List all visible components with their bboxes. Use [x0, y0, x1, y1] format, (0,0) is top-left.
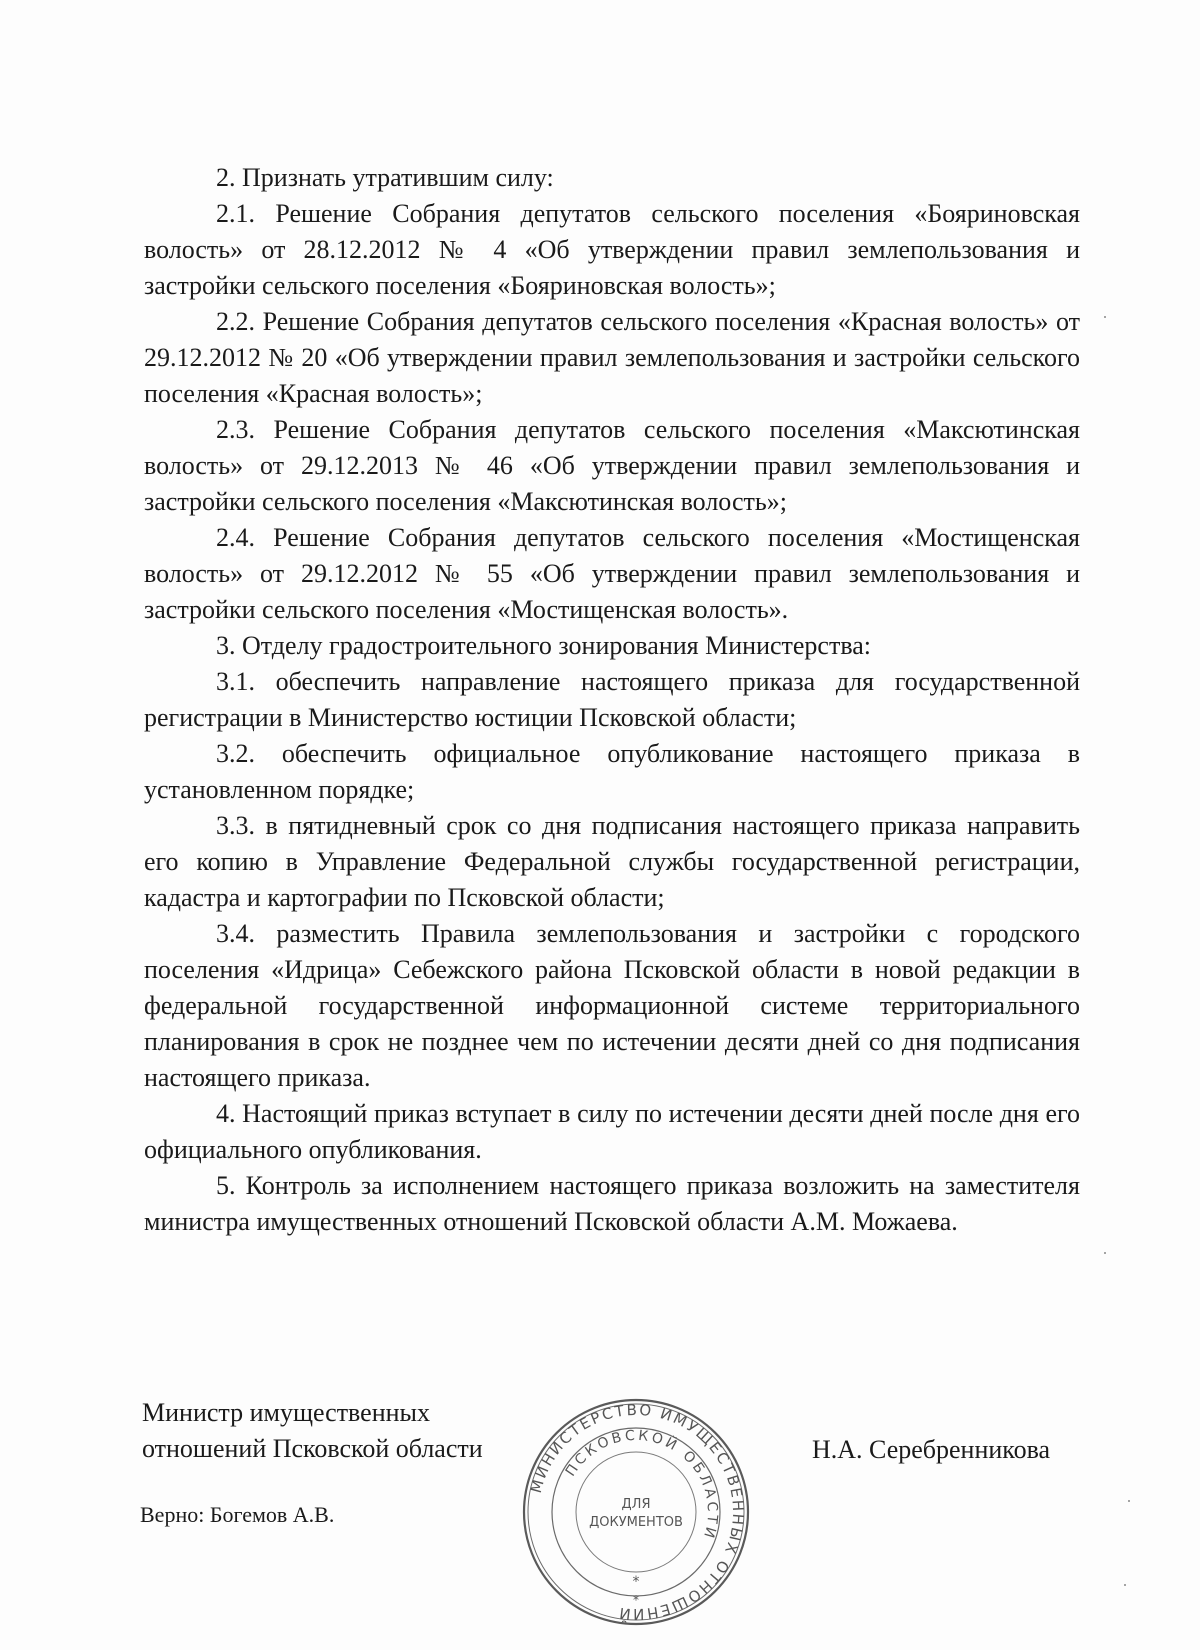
signatory-name: Н.А. Серебренникова	[812, 1435, 1051, 1464]
signatory-position-line: отношений Псковской области	[142, 1434, 483, 1463]
stamp-star: *	[633, 1593, 639, 1607]
paragraph: 3.2. обеспечить официальное опубликование настоящего приказа в установленном порядке;	[144, 739, 1080, 804]
stamp-center-line1: ДЛЯ	[621, 1497, 651, 1512]
signatory-position	[142, 1395, 483, 1467]
paragraph: 3.4. разместить Правила землепользования и застройки с городского поселения «Идрица» Себежского района Псковской области в новой редакции в федеральной государственной информационной системе территориального планирования в срок не позднее чем по истечении десяти дней со дня подписания настоящего приказа.	[144, 919, 1080, 1092]
stamp-star: *	[632, 1574, 640, 1590]
paragraph: 2.2. Решение Собрания депутатов сельского поселения «Красная волость» от 29.12.2012 № 20 «Об утверждении правил землепользования и застройки сельского поселения «Красная волость»;	[144, 307, 1080, 408]
paragraph: 4. Настоящий приказ вступает в силу по истечении десяти дней после дня его официального опубликования.	[144, 1099, 1080, 1164]
paragraph: 2.4. Решение Собрания депутатов сельского поселения «Мостищенская волость» от 29.12.2012 № 55 «Об утверждении правил землепользования и застройки сельского поселения «Мостищенская волость».	[144, 523, 1080, 624]
signatory-position-line: Министр имущественных	[142, 1398, 431, 1427]
paragraph: 3. Отделу градостроительного зонирования Министерства:	[216, 631, 872, 660]
stamp-center-line2: ДОКУМЕНТОВ	[589, 1515, 683, 1530]
paragraph: 2.3. Решение Собрания депутатов сельского поселения «Максютинская волость» от 29.12.2013 № 46 «Об утверждении правил землепользования и застройки сельского поселения «Максютинская волость»;	[144, 415, 1080, 516]
paragraph: 2.1. Решение Собрания депутатов сельского поселения «Бояриновская волость» от 28.12.2012 № 4 «Об утверждении правил землепользования и застройки сельского поселения «Бояриновская волость»;	[144, 199, 1080, 300]
scan-speck	[1128, 1500, 1130, 1502]
scan-speck	[1124, 1584, 1126, 1586]
stamp-inner-ring	[576, 1452, 696, 1572]
paragraph: 3.1. обеспечить направление настоящего приказа для государственной регистрации в Министерство юстиции Псковской области;	[144, 667, 1080, 732]
scan-speck	[1104, 316, 1106, 318]
stamp-inner-text: ПСКОВСКОЙ ОБЛАСТИ	[562, 1427, 721, 1543]
paragraph: 2. Признать утратившим силу:	[216, 163, 554, 192]
scan-speck	[1104, 1252, 1106, 1254]
stamp-outer-text: МИНИСТЕРСТВО ИМУЩЕСТВЕННЫХ ОТНОШЕНИЙ	[526, 1400, 748, 1624]
official-stamp	[520, 1396, 752, 1628]
certified-copy-note: Верно: Богемов А.В.	[140, 1502, 335, 1527]
stamp-graphic	[520, 1396, 752, 1628]
paragraph: 3.3. в пятидневный срок со дня подписания настоящего приказа направить его копию в Управление Федеральной службы государственной регистрации, кадастра и картографии по Псковской области;	[144, 811, 1080, 912]
paragraph: 5. Контроль за исполнением настоящего приказа возложить на заместителя министра имущественных отношений Псковской области А.М. Можаева.	[144, 1171, 1080, 1236]
document-body	[144, 160, 1080, 1240]
